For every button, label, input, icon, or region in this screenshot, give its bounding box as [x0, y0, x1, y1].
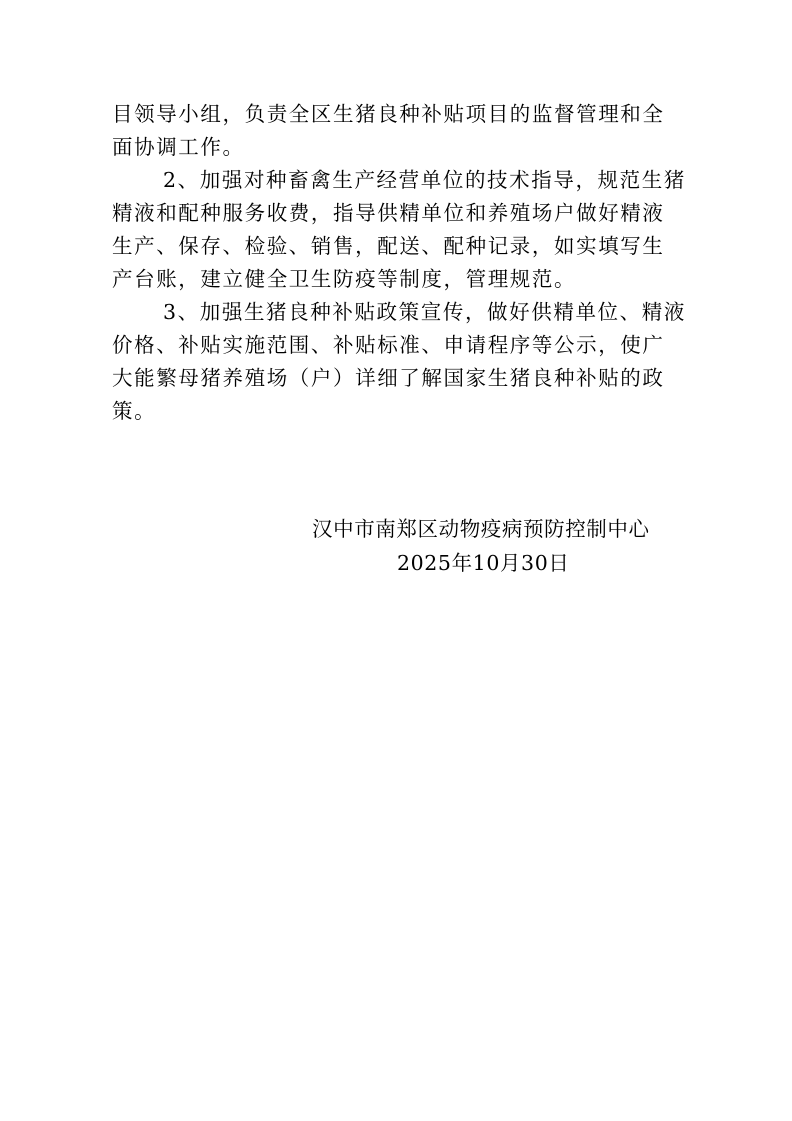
- paragraph-line: 产台账，建立健全卫生防疫等制度，管理规范。: [112, 267, 577, 291]
- paragraph-line: 精液和配种服务收费，指导供精单位和养殖场户做好精液: [112, 201, 665, 225]
- paragraph-line: 3、加强生猪良种补贴政策宣传，做好供精单位、精液: [163, 300, 686, 324]
- paragraph-line: 生产、保存、检验、销售，配送、配种记录，如实填写生: [112, 234, 665, 258]
- document-body: [112, 98, 686, 428]
- paragraph-line: 2、加强对种畜禽生产经营单位的技术指导，规范生猪: [163, 168, 686, 192]
- paragraph-line: 目领导小组，负责全区生猪良种补贴项目的监督管理和全: [112, 102, 665, 126]
- paragraph-line: 大能繁母猪养殖场（户）详细了解国家生猪良种补贴的政: [112, 366, 665, 390]
- paragraph-line: 策。: [112, 399, 157, 423]
- paragraph-line: 面协调工作。: [112, 135, 245, 159]
- signature-date: 2025年10月30日: [397, 551, 570, 575]
- paragraph-line: 价格、补贴实施范围、补贴标准、申请程序等公示，使广: [112, 333, 665, 357]
- signature-organization: 汉中市南郑区动物疫病预防控制中心: [312, 517, 650, 541]
